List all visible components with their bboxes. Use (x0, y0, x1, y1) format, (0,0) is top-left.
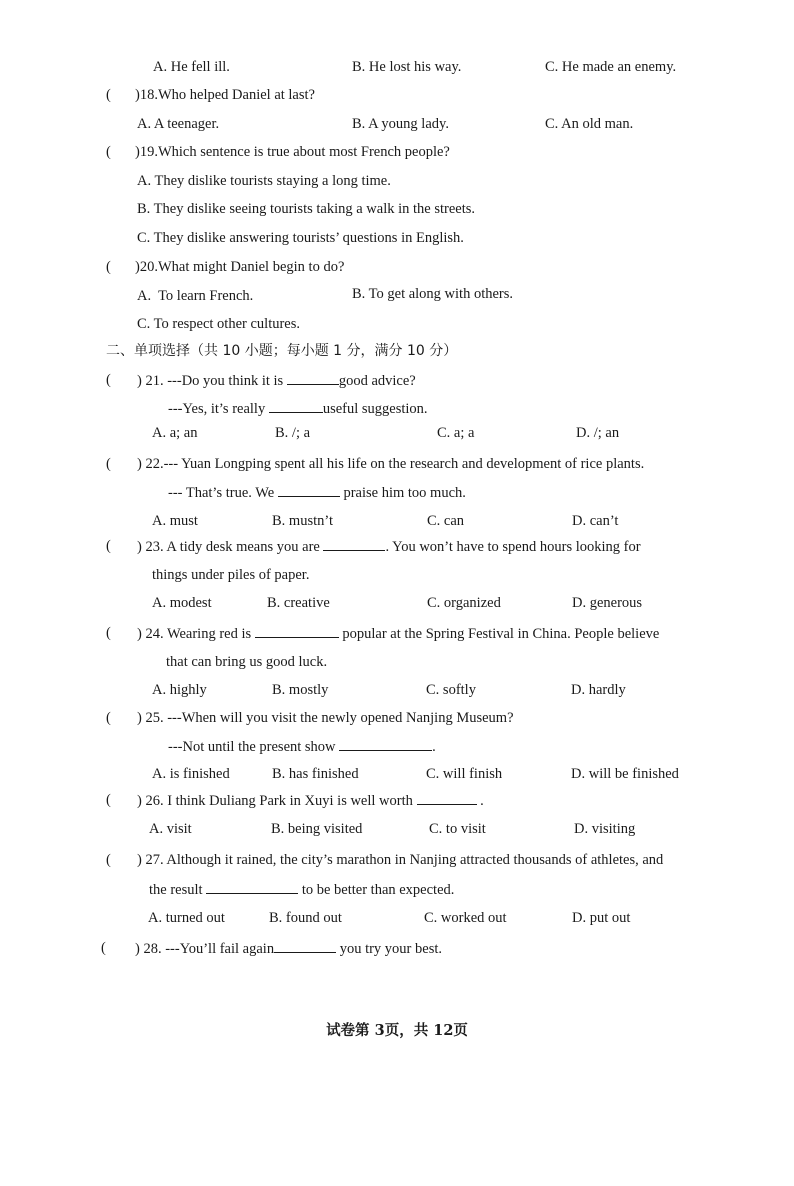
q26-answer-paren[interactable]: ( (106, 792, 111, 808)
q17-option-a: A. He fell ill. (153, 59, 230, 75)
q24-line-2: that can bring us good luck. (166, 654, 328, 670)
q23-line-1: ) 23. A tidy desk means you are . You won’t have to spend hours looking for (137, 539, 641, 555)
q26-option-d: D. visiting (574, 821, 636, 837)
q20-option-b: B. To get along with others. (352, 286, 514, 302)
q22-line-2: --- That’s true. We praise him too much. (168, 485, 466, 501)
q24-answer-paren[interactable]: ( (106, 625, 111, 641)
q25-option-b: B. has finished (272, 766, 359, 782)
q22-answer-paren[interactable]: ( (106, 456, 111, 472)
q23-blank (323, 537, 385, 551)
q19-option-c: C. They dislike answering tourists’ questions in English. (137, 230, 464, 246)
q24-line-1: ) 24. Wearing red is popular at the Spring Festival in China. People believe (137, 626, 660, 642)
q24-option-b: B. mostly (272, 682, 329, 698)
q21-option-b: B. /; a (275, 425, 311, 441)
q19-option-a: A. They dislike tourists staying a long time. (137, 173, 391, 189)
q24-blank (255, 624, 339, 638)
q27-line-1: ) 27. Although it rained, the city’s marathon in Nanjing attracted thousands of athletes, and (137, 852, 664, 868)
q19-answer-paren[interactable]: ( (106, 144, 111, 160)
q18-option-b: B. A young lady. (352, 116, 449, 132)
q22-option-a: A. must (152, 513, 198, 529)
q21-line-1: ) 21. ---Do you think it is good advice? (137, 373, 416, 389)
q27-line-2: the result to be better than expected. (149, 882, 455, 898)
q25-answer-paren[interactable]: ( (106, 710, 111, 726)
q28-line-1: ) 28. ---You’ll fail again you try your best. (135, 941, 442, 957)
q21-option-d: D. /; an (576, 425, 620, 441)
q21-blank-1 (287, 371, 339, 385)
q22-line-1: ) 22.--- Yuan Longping spent all his life on the research and development of rice plants. (137, 456, 645, 472)
q25-option-c: C. will finish (426, 766, 503, 782)
q21-option-c: C. a; a (437, 425, 475, 441)
q23-option-a: A. modest (152, 595, 212, 611)
q23-option-b: B. creative (267, 595, 330, 611)
q26-blank (417, 791, 477, 805)
q27-option-c: C. worked out (424, 910, 507, 926)
q25-option-a: A. is finished (152, 766, 230, 782)
q21-answer-paren[interactable]: ( (106, 372, 111, 388)
q26-option-c: C. to visit (429, 821, 486, 837)
q25-blank (339, 737, 432, 751)
q20-option-c: C. To respect other cultures. (137, 316, 301, 332)
q23-option-d: D. generous (572, 595, 643, 611)
q24-option-c: C. softly (426, 682, 476, 698)
q22-option-d: D. can’t (572, 513, 619, 529)
q18-option-c: C. An old man. (545, 116, 634, 132)
section-heading: 二、单项选择（共 10 小题；每小题 1 分，满分 10 分） (106, 343, 458, 359)
q22-option-c: C. can (427, 513, 465, 529)
q23-option-c: C. organized (427, 595, 501, 611)
q18-option-a: A. A teenager. (137, 116, 220, 132)
q21-option-a: A. a; an (152, 425, 198, 441)
q27-option-a: A. turned out (148, 910, 225, 926)
q19-option-b: B. They dislike seeing tourists taking a walk in the streets. (137, 201, 476, 217)
q27-option-d: D. put out (572, 910, 631, 926)
q20-option-a: A. To learn French. (137, 288, 254, 304)
q23-answer-paren[interactable]: ( (106, 538, 111, 554)
q27-option-b: B. found out (269, 910, 342, 926)
q24-option-d: D. hardly (571, 682, 626, 698)
q25-line-2: ---Not until the present show . (168, 739, 436, 755)
q17-option-c: C. He made an enemy. (545, 59, 677, 75)
q20-stem: )20.What might Daniel begin to do? (135, 259, 345, 275)
q26-line-1: ) 26. I think Duliang Park in Xuyi is well worth . (137, 793, 484, 809)
q28-blank (274, 939, 336, 953)
q25-option-d: D. will be finished (571, 766, 679, 782)
q23-line-2: things under piles of paper. (152, 567, 310, 583)
q22-blank (278, 483, 340, 497)
page-number-footer: 试卷第 3页，共 12页 (326, 1022, 468, 1039)
q26-option-a: A. visit (149, 821, 192, 837)
q18-answer-paren[interactable]: ( (106, 87, 111, 103)
q26-option-b: B. being visited (271, 821, 363, 837)
q18-stem: )18.Who helped Daniel at last? (135, 87, 315, 103)
q17-option-b: B. He lost his way. (352, 59, 462, 75)
q25-line-1: ) 25. ---When will you visit the newly opened Nanjing Museum? (137, 710, 514, 726)
q28-answer-paren[interactable]: ( (101, 940, 106, 956)
q20-answer-paren[interactable]: ( (106, 259, 111, 275)
q27-answer-paren[interactable]: ( (106, 852, 111, 868)
q27-blank (206, 880, 298, 894)
q24-option-a: A. highly (152, 682, 207, 698)
q22-option-b: B. mustn’t (272, 513, 333, 529)
q21-line-2: ---Yes, it’s really useful suggestion. (168, 401, 428, 417)
q21-blank-2 (269, 399, 323, 413)
q19-stem: )19.Which sentence is true about most French people? (135, 144, 450, 160)
